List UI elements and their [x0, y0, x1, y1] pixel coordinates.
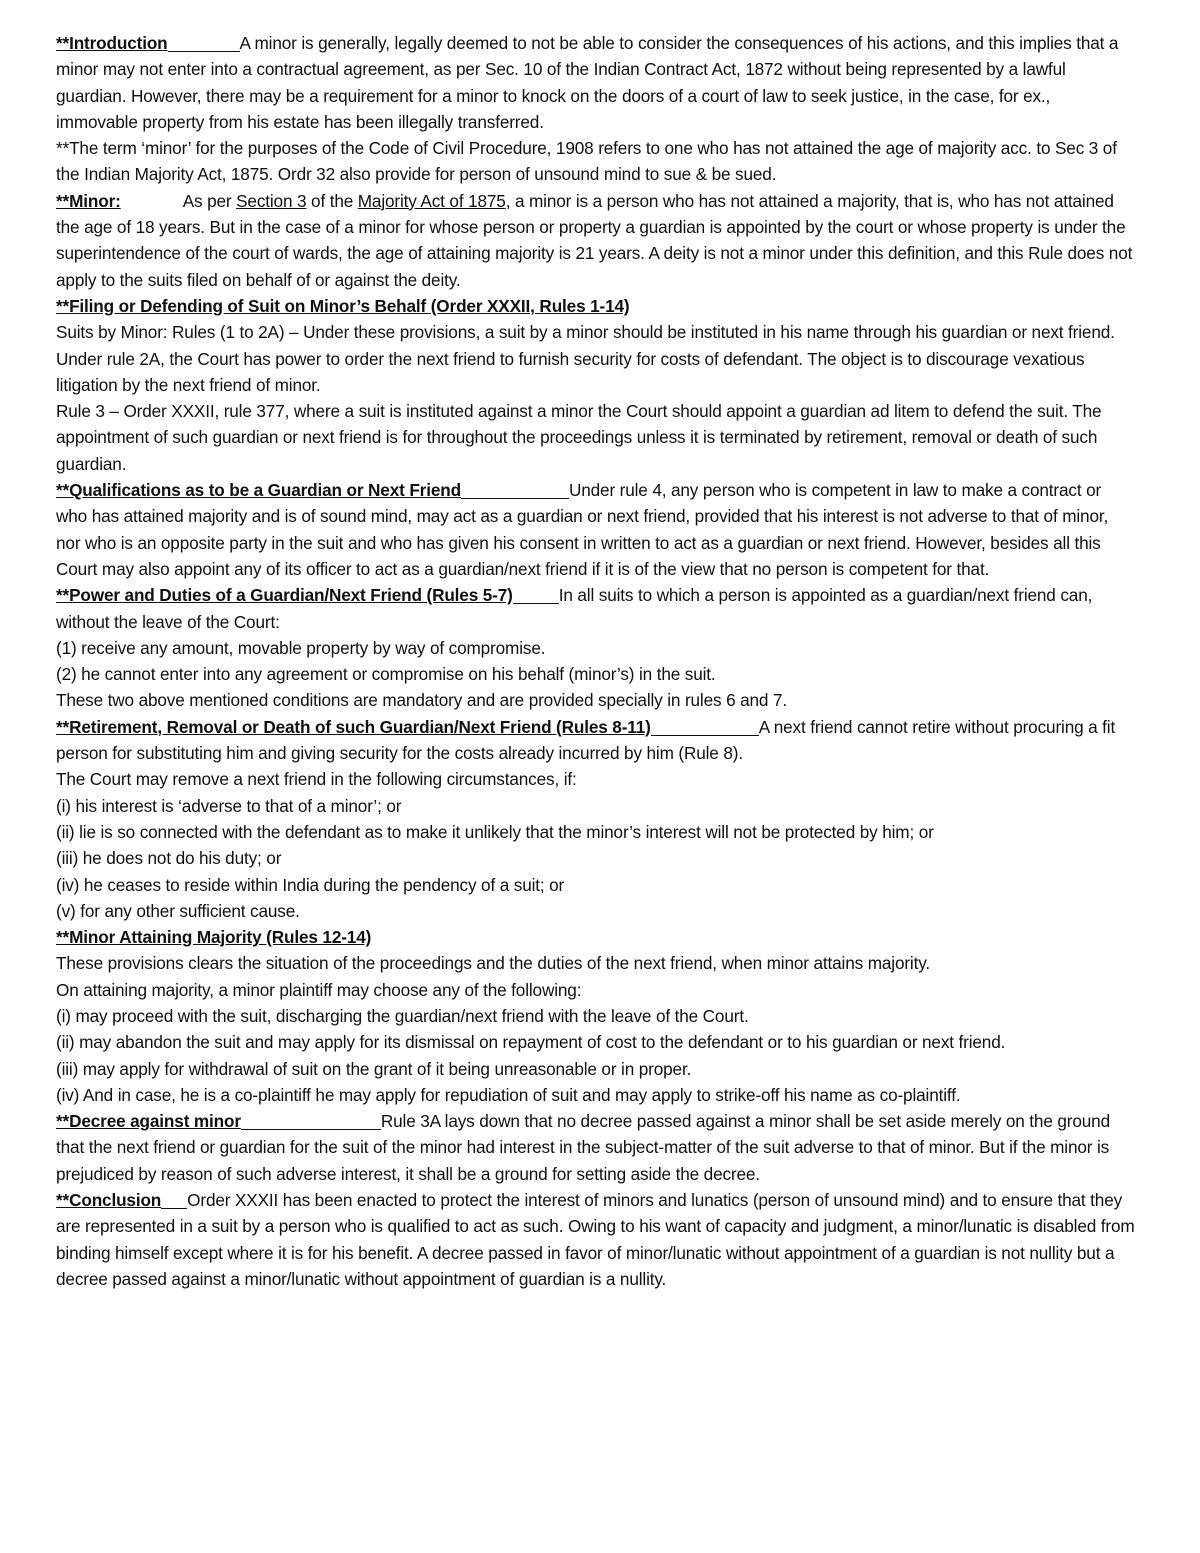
section-3-link[interactable]: Section 3: [236, 190, 307, 211]
decree-heading: **Decree against minor: [56, 1111, 241, 1132]
retirement-intro: The Court may remove a next friend in the following circumstances, if:: [56, 769, 577, 790]
minor-mid-text: of the: [306, 190, 358, 211]
qualifications-heading: **Qualifications as to be a Guardian or Next Friend: [56, 480, 461, 501]
minor-heading: **Minor:: [56, 190, 121, 211]
list-item: (iv) he ceases to reside within India during the pendency of a suit; or: [56, 874, 565, 895]
list-item: (1) receive any amount, movable property by way of compromise.: [56, 637, 546, 658]
majority-paragraph-1: These provisions clears the situation of the proceedings and the duties of the next friend, when minor attains majority.: [56, 953, 931, 974]
retirement-text: A next friend cannot retire without procuring a fit person for substituting him and giving security for the costs already incurred by him (Rule 8).: [56, 716, 1116, 764]
qualifications-paragraph: [56, 477, 1136, 582]
qualifications-text: Under rule 4, any person who is competent in law to make a contract or who has attained majority and is of sound mind, may act as a guardian or next friend, provided that his interest is not adverse to that of minor, nor who is an opposite party in the suit and who has given his consent in written to act as a guardian or next friend. However, besides all this Court may also appoint any of its officer to act as a guardian/next friend if it is of the view that no person is competent for that.: [56, 480, 1109, 579]
decree-text: Rule 3A lays down that no decree passed against a minor shall be set aside merely on the ground that the next friend or guardian for the suit of the minor had interest in the subject-matter of the suit adverse to that of minor. But if the minor is prejudiced by reason of such adverse interest, it shall be a ground for setting aside the decree.: [56, 1111, 1110, 1184]
heading-underline-gap: [241, 1112, 381, 1130]
list-item: (iii) he does not do his duty; or: [56, 848, 282, 869]
list-item: (iii) may apply for withdrawal of suit on the grant of it being unreasonable or in proper.: [56, 1058, 692, 1079]
list-item: (i) his interest is ‘adverse to that of a minor’; or: [56, 795, 402, 816]
list-item: (ii) may abandon the suit and may apply for its dismissal on repayment of cost to the defendant or to his guardian or next friend.: [56, 1032, 1006, 1053]
conclusion-paragraph: [56, 1187, 1136, 1292]
power-text: In all suits to which a person is appointed as a guardian/next friend can, without the leave of the Court:: [56, 585, 1093, 632]
power-note: These two above mentioned conditions are mandatory and are provided specially in rules 6 and 7.: [56, 690, 787, 711]
introduction-heading: **Introduction: [56, 33, 168, 53]
filing-heading: **Filing or Defending of Suit on Minor’s Behalf (Order XXXII, Rules 1-14): [56, 295, 630, 316]
filing-paragraph-1: Suits by Minor: Rules (1 to 2A) – Under these provisions, a suit by a minor should be instituted in his name through his guardian or next friend. Under rule 2A, the Court has power to order the next friend to furnish security for costs of defendant. The object is to discourage vexatious litigation by the next friend of minor.: [56, 322, 1115, 395]
list-item: (iv) And in case, he is a co-plaintiff he may apply for repudiation of suit and may apply to strike-off his name as co-plaintiff.: [56, 1084, 961, 1105]
filing-paragraph-2: Rule 3 – Order XXXII, rule 377, where a suit is instituted against a minor the Court should appoint a guardian ad litem to defend the suit. The appointment of such guardian or next friend is for throughout the proceedings unless it is terminated by retirement, removal or death of such guardian.: [56, 401, 1102, 474]
list-item: (i) may proceed with the suit, discharging the guardian/next friend with the leave of the Court.: [56, 1005, 749, 1026]
term-paragraph: **The term ‘minor’ for the purposes of the Code of Civil Procedure, 1908 refers to one who has not attained the age of majority acc. to Sec 3 of the Indian Majority Act, 1875. Ordr 32 also provide for person of unsound mind to sue & be sued.: [56, 138, 1117, 185]
document-page: [56, 30, 1136, 1292]
heading-underline-gap: [168, 34, 240, 52]
minor-text: , a minor is a person who has not attained a majority, that is, who has not attained the age of 18 years. But in the case of a minor for whose person or property a guardian is appointed by the court or whose property is under the superintendence of the court of wards, the age of attaining majority is 21 years. A deity is not a minor under this definition, and this Rule does not apply to the suits filed on behalf of or against the deity.: [56, 190, 1133, 290]
majority-act-link[interactable]: Majority Act of 1875: [357, 190, 506, 211]
retirement-heading: **Retirement, Removal or Death of such Guardian/Next Friend (Rules 8-11): [56, 716, 651, 737]
conclusion-text: Order XXXII has been enacted to protect the interest of minors and lunatics (person of unsound mind) and to ensure that they are represented in a suit by a person who is qualified to act as such. Owing to his want of capacity and judgment, a minor/lunatic is disabled from binding himself except where it is for his benefit. A decree passed in favor of minor/lunatic without appointment of a guardian is not nullity but a decree passed against a minor/lunatic without appointment of guardian is a nullity.: [56, 1190, 1135, 1289]
list-item: (2) he cannot enter into any agreement or compromise on his behalf (minor’s) in the suit.: [56, 664, 716, 685]
heading-underline-gap: [651, 718, 759, 736]
retirement-paragraph: [56, 714, 1136, 767]
minor-paragraph: [56, 188, 1136, 293]
heading-underline-gap: [161, 1191, 187, 1209]
minor-pre-text: As per: [182, 190, 237, 211]
heading-underline-gap: [461, 481, 569, 499]
list-item: (v) for any other sufficient cause.: [56, 900, 300, 921]
introduction-text: A minor is generally, legally deemed to not be able to consider the consequences of his actions, and this implies that a minor may not enter into a contractual agreement, as per Sec. 10 of the Indian Contract Act, 1872 without being represented by a lawful guardian. However, there may be a requirement for a minor to knock on the doors of a court of law to seek justice, in the case, for ex., immovable property from his estate has been illegally transferred.: [56, 33, 1119, 132]
decree-paragraph: [56, 1108, 1136, 1187]
heading-underline-gap: [513, 586, 559, 604]
conclusion-heading: **Conclusion: [56, 1190, 162, 1211]
introduction-paragraph: [56, 30, 1136, 135]
power-paragraph: [56, 582, 1136, 635]
majority-heading: **Minor Attaining Majority (Rules 12-14): [56, 927, 372, 948]
majority-paragraph-2: On attaining majority, a minor plaintiff may choose any of the following:: [56, 979, 582, 1000]
list-item: (ii) lie is so connected with the defendant as to make it unlikely that the minor’s interest will not be protected by him; or: [56, 821, 934, 842]
power-heading: **Power and Duties of a Guardian/Next Friend (Rules 5-7): [56, 585, 513, 606]
